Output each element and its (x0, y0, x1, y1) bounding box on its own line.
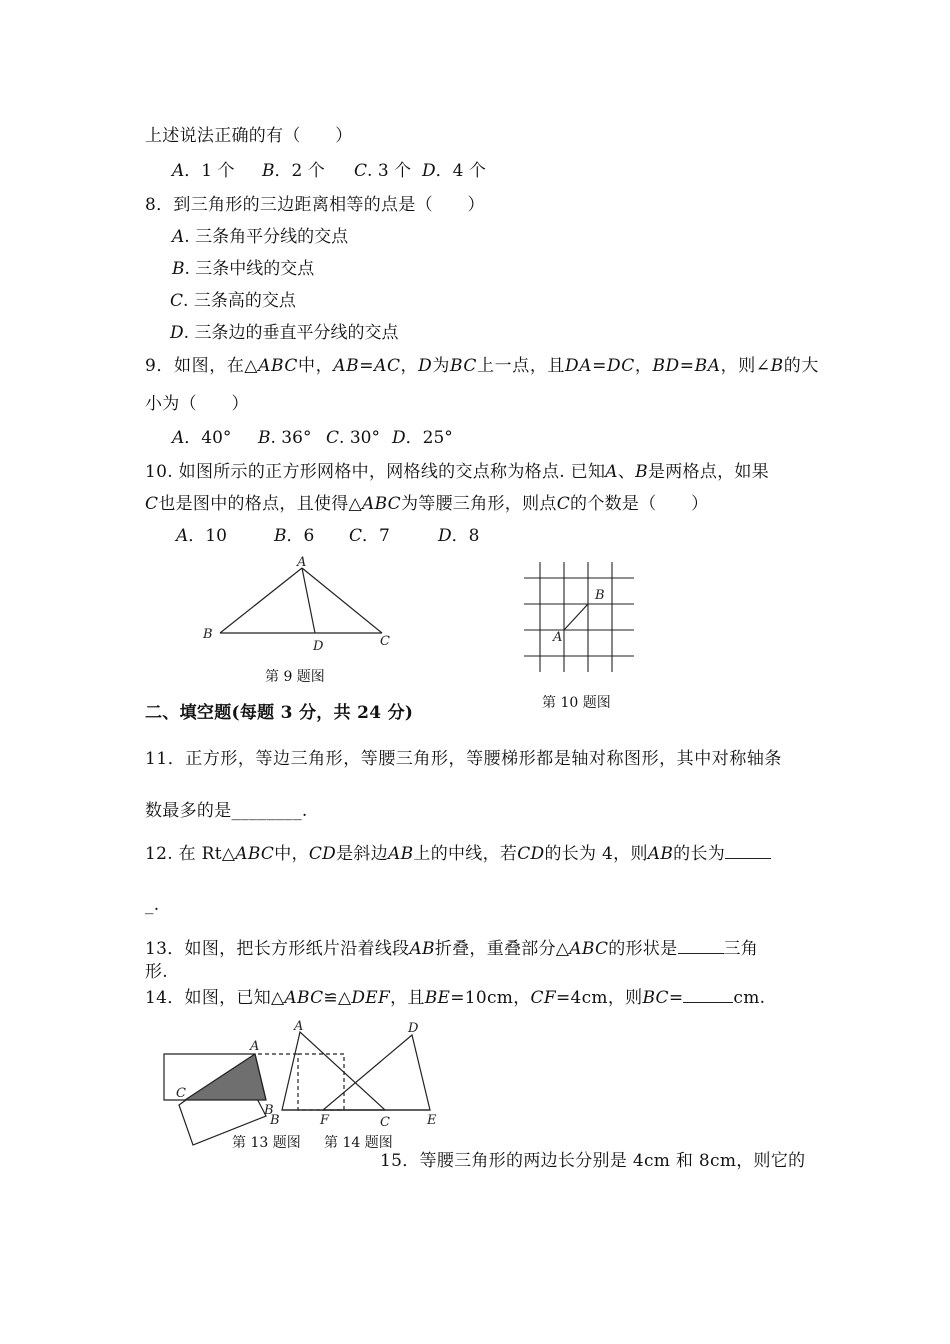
fig10-caption: 第 10 题图 (542, 695, 611, 711)
q8-option-b: B. 三条中线的交点 (172, 259, 315, 279)
q11-line2: 数最多的是________. (145, 801, 308, 821)
q10-line1: 10. 如图所示的正方形网格中，网格线的交点称为格点. 已知A、B是两格点，如果 (145, 462, 770, 482)
fig14-label-e: E (427, 1113, 437, 1128)
q9-option-d: D．25° (392, 428, 453, 448)
q8-option-a: A. 三条角平分线的交点 (172, 227, 349, 247)
q8-option-c: C. 三条高的交点 (170, 291, 296, 311)
q9-option-a: A．40° (172, 428, 232, 448)
fig14-label-c: C (380, 1115, 390, 1130)
q10-line2: C也是图中的格点，且使得△ABC为等腰三角形，则点C的个数是（ ） (145, 494, 709, 514)
section2-title: 二、填空题(每题 3 分，共 24 分) (145, 703, 414, 723)
q13-line2: 形. (145, 962, 169, 982)
fig9-caption: 第 9 题图 (265, 669, 325, 685)
fig13-caption: 第 13 题图 (232, 1135, 301, 1151)
q12-line1: 12. 在 Rt△ABC中，CD是斜边AB上的中线，若CD的长为 4，则AB的长为 (145, 842, 771, 865)
fig10-label-b: B (595, 588, 605, 603)
q8-stem: 8．到三角形的三边距离相等的点是（ ） (145, 195, 485, 215)
q13-line1: 13．如图，把长方形纸片沿着线段AB折叠，重叠部分△ABC的形状是 三角 (145, 939, 759, 959)
fig14-triangle-def (323, 1035, 430, 1110)
fig13-label-b: B (264, 1103, 274, 1118)
q10-option-b: B．6 (274, 526, 315, 546)
fig9-label-c: C (380, 634, 390, 649)
fig14-dashed-rectangle (298, 1054, 344, 1110)
q10-option-c: C．7 (349, 526, 390, 546)
q7-option-c: C. 3 个 (354, 161, 412, 181)
fig9-label-a: A (297, 555, 307, 570)
q10-option-a: A．10 (176, 526, 227, 546)
fig14-label-b: B (270, 1113, 280, 1128)
q15-line1: 15．等腰三角形的两边长分别是 4cm 和 8cm，则它的 (380, 1151, 806, 1171)
fig9-label-d: D (313, 639, 324, 654)
fig9-label-b: B (203, 627, 213, 642)
q7-option-d: D．4 个 (422, 161, 486, 181)
q12-line2: _. (145, 895, 160, 915)
q8-option-d: D. 三条边的垂直平分线的交点 (170, 323, 399, 343)
fig13-label-c: C (176, 1086, 186, 1101)
q7-stem: 上述说法正确的有（ ） (145, 126, 353, 146)
fig14-label-a: A (294, 1019, 304, 1034)
q7-option-a: A．1 个 (172, 161, 235, 181)
fig13-label-a: A (250, 1039, 260, 1054)
q11-line1: 11．正方形，等边三角形，等腰三角形，等腰梯形都是轴对称图形，其中对称轴条 (145, 749, 782, 769)
q9-line1: 9．如图，在△ABC中，AB=AC，D为BC上一点，且DA=DC，BD=BA，则∠B的大 (145, 356, 819, 376)
q9-line2: 小为（ ） (145, 394, 249, 414)
q7-option-b: B．2 个 (262, 161, 325, 181)
fig14-label-d: D (408, 1021, 419, 1036)
fig14-label-f: F (320, 1113, 330, 1128)
q9-option-b: B. 36° (258, 428, 312, 448)
q10-option-d: D．8 (438, 526, 480, 546)
fig10-label-a: A (553, 630, 563, 645)
fig14-caption: 第 14 题图 (324, 1135, 393, 1151)
q9-option-c: C. 30° (326, 428, 380, 448)
q14-line1: 14．如图，已知△ABC≌△DEF，且BE=10cm，CF=4cm，则BC= cm. (145, 988, 766, 1008)
fig13-overlap-triangle (185, 1054, 266, 1100)
